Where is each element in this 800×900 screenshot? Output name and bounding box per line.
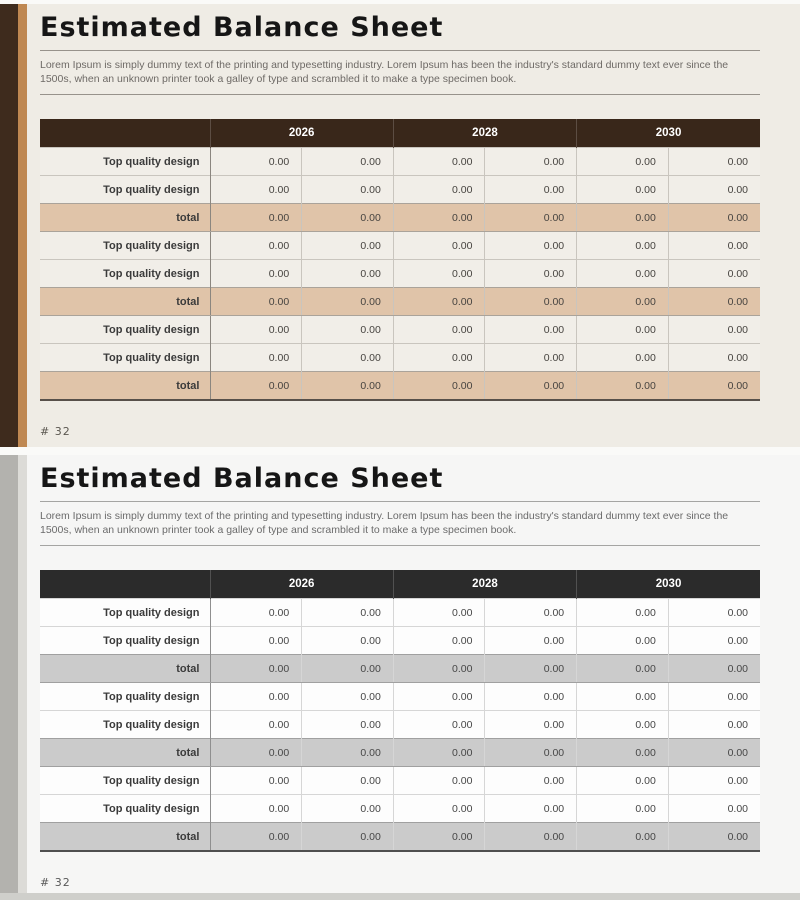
value-cell: 0.00 [302,288,394,316]
year-column-header: 2028 [393,119,576,148]
value-cell: 0.00 [485,344,577,372]
title-divider [40,50,760,51]
value-cell: 0.00 [668,344,760,372]
value-cell: 0.00 [210,176,302,204]
balance-table [40,570,760,852]
left-accent-bar-inner [18,4,27,447]
value-cell: 0.00 [302,176,394,204]
value-cell: 0.00 [393,795,485,823]
value-cell: 0.00 [302,795,394,823]
value-cell: 0.00 [210,148,302,176]
row-label: Top quality design [40,148,210,176]
value-cell: 0.00 [393,711,485,739]
value-cell: 0.00 [210,232,302,260]
total-row [40,288,760,316]
table-corner-cell [40,570,210,599]
year-column-header: 2030 [577,119,760,148]
value-cell: 0.00 [577,655,669,683]
value-cell: 0.00 [302,204,394,232]
row-label: total [40,372,210,401]
year-column-header: 2026 [210,570,393,599]
value-cell: 0.00 [485,683,577,711]
value-cell: 0.00 [302,372,394,401]
value-cell: 0.00 [577,767,669,795]
value-cell: 0.00 [210,288,302,316]
row-label: Top quality design [40,683,210,711]
value-cell: 0.00 [302,739,394,767]
value-cell: 0.00 [393,627,485,655]
value-cell: 0.00 [668,232,760,260]
value-cell: 0.00 [302,655,394,683]
value-cell: 0.00 [668,176,760,204]
item-row [40,711,760,739]
value-cell: 0.00 [393,683,485,711]
value-cell: 0.00 [577,683,669,711]
value-cell: 0.00 [393,204,485,232]
value-cell: 0.00 [668,767,760,795]
year-column-header: 2026 [210,119,393,148]
item-row [40,316,760,344]
row-label: total [40,288,210,316]
row-label: Top quality design [40,599,210,627]
value-cell: 0.00 [577,711,669,739]
value-cell: 0.00 [302,260,394,288]
slide-content [40,455,760,889]
value-cell: 0.00 [302,344,394,372]
value-cell: 0.00 [302,711,394,739]
value-cell: 0.00 [210,711,302,739]
value-cell: 0.00 [485,148,577,176]
value-cell: 0.00 [668,599,760,627]
value-cell: 0.00 [210,599,302,627]
left-accent-bar-outer [0,455,18,893]
title-divider [40,501,760,502]
value-cell: 0.00 [485,795,577,823]
total-row [40,739,760,767]
value-cell: 0.00 [302,316,394,344]
value-cell: 0.00 [577,739,669,767]
value-cell: 0.00 [577,260,669,288]
value-cell: 0.00 [577,232,669,260]
value-cell: 0.00 [577,176,669,204]
value-cell: 0.00 [393,316,485,344]
value-cell: 0.00 [210,372,302,401]
year-column-header: 2030 [577,570,760,599]
value-cell: 0.00 [668,288,760,316]
value-cell: 0.00 [210,767,302,795]
value-cell: 0.00 [485,204,577,232]
item-row [40,176,760,204]
value-cell: 0.00 [668,627,760,655]
row-label: Top quality design [40,344,210,372]
value-cell: 0.00 [668,795,760,823]
value-cell: 0.00 [668,711,760,739]
value-cell: 0.00 [210,655,302,683]
value-cell: 0.00 [302,823,394,852]
total-row [40,655,760,683]
item-row [40,683,760,711]
value-cell: 0.00 [577,599,669,627]
value-cell: 0.00 [393,655,485,683]
bottom-edge [0,893,800,900]
value-cell: 0.00 [668,655,760,683]
value-cell: 0.00 [577,316,669,344]
value-cell: 0.00 [302,232,394,260]
item-row [40,767,760,795]
page-number: # 32 [40,876,71,889]
total-row [40,372,760,401]
value-cell: 0.00 [485,599,577,627]
total-row [40,204,760,232]
value-cell: 0.00 [210,795,302,823]
value-cell: 0.00 [393,344,485,372]
value-cell: 0.00 [485,372,577,401]
year-column-header: 2028 [393,570,576,599]
value-cell: 0.00 [668,316,760,344]
row-label: total [40,655,210,683]
value-cell: 0.00 [668,260,760,288]
table-header-row [40,119,760,148]
value-cell: 0.00 [577,344,669,372]
row-label: Top quality design [40,795,210,823]
total-row [40,823,760,852]
value-cell: 0.00 [302,599,394,627]
page-number: # 32 [40,425,71,438]
value-cell: 0.00 [210,204,302,232]
item-row [40,599,760,627]
value-cell: 0.00 [577,148,669,176]
value-cell: 0.00 [485,823,577,852]
left-accent-bar-outer [0,4,18,447]
slide-title: Estimated Balance Sheet [40,12,444,43]
item-row [40,344,760,372]
value-cell: 0.00 [485,232,577,260]
value-cell: 0.00 [393,260,485,288]
value-cell: 0.00 [485,739,577,767]
table-header-row [40,570,760,599]
value-cell: 0.00 [210,316,302,344]
description-divider [40,94,760,95]
value-cell: 0.00 [302,148,394,176]
value-cell: 0.00 [485,316,577,344]
description-divider [40,545,760,546]
slide-brown-theme [0,4,800,447]
value-cell: 0.00 [577,288,669,316]
value-cell: 0.00 [210,739,302,767]
value-cell: 0.00 [668,204,760,232]
value-cell: 0.00 [485,260,577,288]
value-cell: 0.00 [485,655,577,683]
value-cell: 0.00 [668,739,760,767]
value-cell: 0.00 [577,823,669,852]
row-label: Top quality design [40,260,210,288]
value-cell: 0.00 [393,148,485,176]
slide-gray-theme [0,455,800,893]
slide-title: Estimated Balance Sheet [40,463,444,494]
value-cell: 0.00 [302,683,394,711]
value-cell: 0.00 [668,823,760,852]
row-label: Top quality design [40,232,210,260]
item-row [40,260,760,288]
value-cell: 0.00 [210,683,302,711]
row-label: Top quality design [40,316,210,344]
value-cell: 0.00 [577,204,669,232]
balance-table [40,119,760,401]
value-cell: 0.00 [393,599,485,627]
row-label: total [40,204,210,232]
value-cell: 0.00 [668,683,760,711]
value-cell: 0.00 [302,627,394,655]
item-row [40,148,760,176]
value-cell: 0.00 [577,627,669,655]
value-cell: 0.00 [210,260,302,288]
value-cell: 0.00 [485,176,577,204]
value-cell: 0.00 [210,627,302,655]
value-cell: 0.00 [210,823,302,852]
table-corner-cell [40,119,210,148]
slide-description: Lorem Ipsum is simply dummy text of the printing and typesetting industry. Lorem Ipsum has been the industry's standard dummy text ever since the 1500s, when an unknown printer took a galley of type and scrambled it to make a type specimen book. [40,510,729,536]
value-cell: 0.00 [393,823,485,852]
value-cell: 0.00 [485,711,577,739]
value-cell: 0.00 [210,344,302,372]
value-cell: 0.00 [485,767,577,795]
value-cell: 0.00 [668,148,760,176]
value-cell: 0.00 [393,288,485,316]
value-cell: 0.00 [393,767,485,795]
item-row [40,232,760,260]
value-cell: 0.00 [485,627,577,655]
value-cell: 0.00 [393,739,485,767]
row-label: Top quality design [40,711,210,739]
value-cell: 0.00 [485,288,577,316]
item-row [40,795,760,823]
row-label: Top quality design [40,627,210,655]
left-accent-bar-inner [18,455,27,893]
row-label: Top quality design [40,767,210,795]
value-cell: 0.00 [668,372,760,401]
row-label: total [40,823,210,852]
value-cell: 0.00 [393,232,485,260]
row-label: total [40,739,210,767]
item-row [40,627,760,655]
value-cell: 0.00 [393,372,485,401]
value-cell: 0.00 [577,372,669,401]
value-cell: 0.00 [577,795,669,823]
value-cell: 0.00 [302,767,394,795]
slide-description: Lorem Ipsum is simply dummy text of the printing and typesetting industry. Lorem Ipsum has been the industry's standard dummy text ever since the 1500s, when an unknown printer took a galley of type and scrambled it to make a type specimen book. [40,59,729,85]
row-label: Top quality design [40,176,210,204]
value-cell: 0.00 [393,176,485,204]
slide-content [40,4,760,438]
